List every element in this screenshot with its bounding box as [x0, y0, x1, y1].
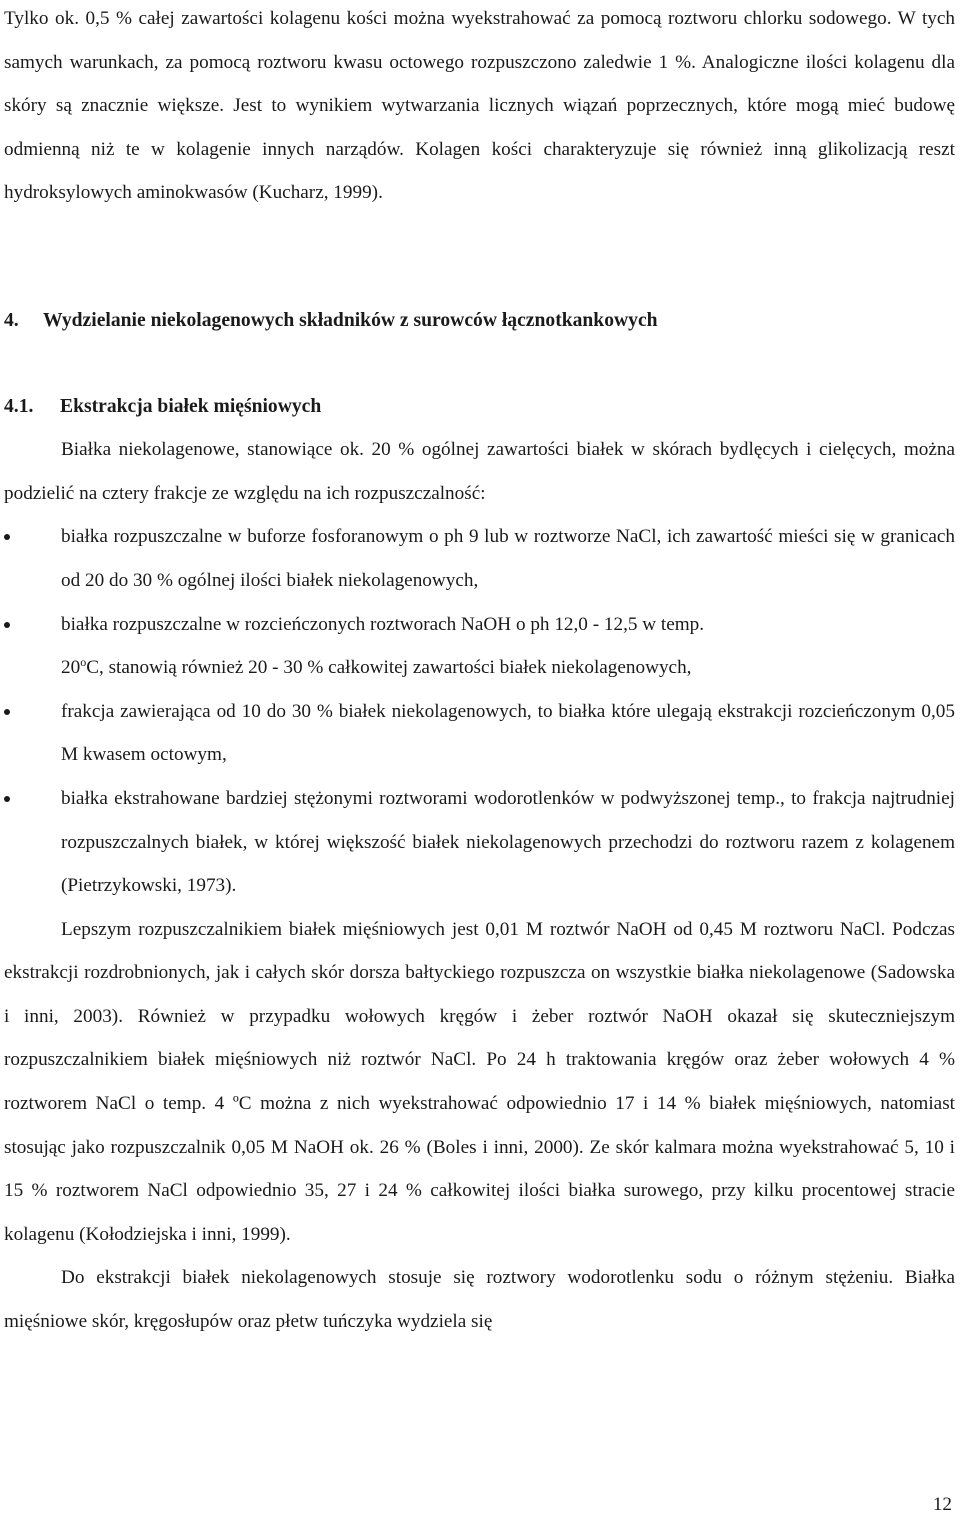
list-item-text: frakcja zawierająca od 10 do 30 % białek niekolagenowych, to białka które ulegają ekstrakcji rozcieńczonym 0,05 M kwasem octowym,	[61, 700, 955, 766]
document-page	[4, 0, 955, 1344]
list-item	[4, 690, 955, 777]
paragraph-naoh: Lepszym rozpuszczalnikiem białek mięśniowych jest 0,01 M roztwór NaOH od 0,45 M roztworu NaCl. Podczas ekstrakcji rozdrobnionych, jak i całych skór dorsza bałtyckiego rozpuszcza on wszystkie białka niekolagenowe (Sadowska i inni, 2003). Również w przypadku wołowych kręgów i żeber roztwór NaOH okazał się skuteczniejszym rozpuszczalnikiem białek mięśniowych niż roztwór NaCl. Po 24 h traktowania kręgów oraz żeber wołowych 4 % roztworem NaCl o temp. 4 ºC można z nich wyekstrahować odpowiednio 17 i 14 % białek mięśniowych, natomiast stosując jako rozpuszczalnik 0,05 M NaOH ok. 26 % (Boles i inni, 2000). Ze skór kalmara można wyekstrahować 5, 10 i 15 % roztworem NaCl odpowiednio 35, 27 i 24 % całkowitej ilości białka surowego, przy kilku procentowej stracie kolagenu (Kołodziejska i inni, 1999).	[4, 918, 955, 1245]
bullet-icon	[4, 709, 10, 715]
section-4-1-title: Ekstrakcja białek mięśniowych	[60, 395, 322, 417]
fraction-list	[4, 515, 955, 907]
spacer	[4, 215, 955, 299]
page-number: 12	[932, 1494, 952, 1515]
section-4-heading	[4, 299, 955, 343]
degree-superscript: o	[80, 655, 87, 670]
list-item	[4, 515, 955, 602]
list-item	[4, 777, 955, 908]
list-item-text-continued: C, stanowią również 20 - 30 % całkowitej zawartości białek niekolagenowych,	[86, 657, 692, 679]
section-4-number: 4.	[4, 309, 19, 331]
list-item-text: białka rozpuszczalne w rozcieńczonych roztworach NaOH o ph 12,0 - 12,5 w temp.	[61, 613, 705, 635]
spacer	[4, 343, 955, 385]
list-item	[4, 603, 955, 690]
list-item-text: białka rozpuszczalne w buforze fosforanowym o ph 9 lub w roztworze NaCl, ich zawartość mieści się w granicach od 20 do 30 % ogólnej ilości białek niekolagenowych,	[61, 526, 955, 591]
paragraph-lead: Białka niekolagenowe, stanowiące ok. 20 % ogólnej zawartości białek w skórach bydlęcych i cielęcych, można podzielić na cztery frakcje ze względu na ich rozpuszczalność:	[4, 439, 955, 504]
section-4-title: Wydzielanie niekolagenowych składników z surowców łącznotkankowych	[43, 309, 658, 331]
list-item-text: białka ekstrahowane bardziej stężonymi roztworami wodorotlenków w podwyższonej temp., to frakcja najtrudniej rozpuszczalnych białek, w której większość białek niekolagenowych przechodzi do roztworu razem z kolagenem (Pietrzykowski, 1973).	[61, 787, 955, 897]
bullet-icon	[4, 534, 10, 540]
paragraph-intro: Tylko ok. 0,5 % całej zawartości kolagenu kości można wyekstrahować za pomocą roztworu chlorku sodowego. W tych samych warunkach, za pomocą roztworu kwasu octowego rozpuszczono zaledwie 1 %. Analogiczne ilości kolagenu dla skóry są znacznie większe. Jest to wynikiem wytwarzania licznych wiązań poprzecznych, które mogą mieć budowę odmienną niż te w kolagenie innych narządów. Kolagen kości charakteryzuje się również inną glikolizacją reszt hydroksylowych aminokwasów (Kucharz, 1999).	[4, 8, 955, 204]
section-4-1-heading	[4, 385, 955, 429]
temperature-value: 20	[61, 657, 81, 679]
bullet-icon	[4, 796, 10, 802]
paragraph-last: Do ekstrakcji białek niekolagenowych stosuje się roztwory wodorotlenku sodu o różnym stężeniu. Białka mięśniowe skór, kręgosłupów oraz płetw tuńczyka wydziela się	[4, 1267, 955, 1333]
bullet-icon	[4, 622, 10, 628]
section-4-1-number: 4.1.	[4, 395, 34, 417]
